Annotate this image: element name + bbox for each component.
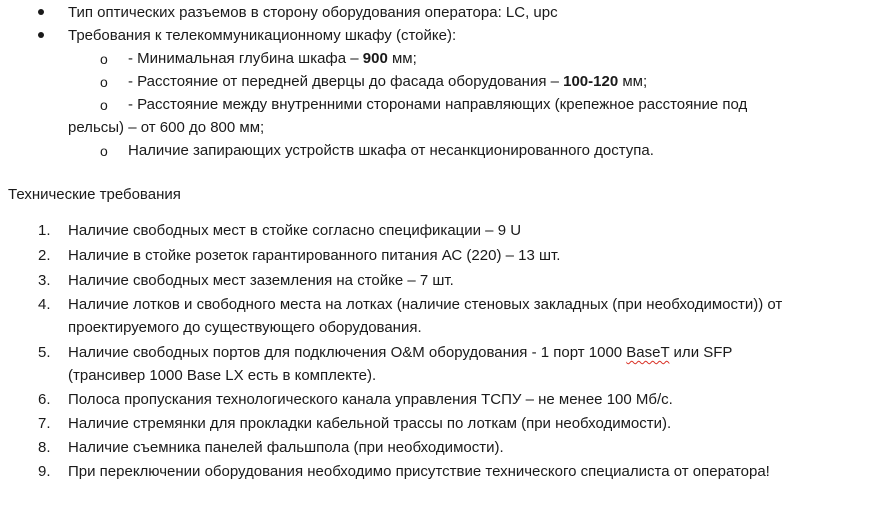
bullet-text: Требования к телекоммуникационному шкафу (стойке): xyxy=(68,27,457,44)
item-text: Наличие съемника панелей фальшпола (при необходимости). xyxy=(68,439,504,456)
circle-bullet-icon: o xyxy=(100,97,108,113)
item-number: 5. xyxy=(38,344,51,361)
item-number: 8. xyxy=(38,439,51,456)
item-text: При переключении оборудования необходимо присутствие технического специалиста от оператора! xyxy=(68,463,770,480)
bullet-icon xyxy=(38,25,44,47)
item-number: 9. xyxy=(38,463,51,480)
bullet-icon xyxy=(38,2,44,24)
item-text: Наличие стремянки для прокладки кабельной трассы по лоткам (при необходимости). xyxy=(68,415,672,432)
item-text: Наличие свободных портов для подключения O&M оборудования - 1 порт 1000 BaseT или SFP xyxy=(68,344,733,361)
item-number: 2. xyxy=(38,247,51,264)
item-number: 6. xyxy=(38,391,51,408)
sub-item-text: рельсы) – от 600 до 800 мм; xyxy=(68,119,265,136)
circle-bullet-icon: o xyxy=(100,143,108,159)
bullet-text: Тип оптических разъемов в сторону оборудования оператора: LC, upc xyxy=(68,4,558,21)
item-number: 1. xyxy=(38,222,51,239)
sub-item-text: - Минимальная глубина шкафа – 900 мм; xyxy=(128,50,417,67)
sub-item-text: - Расстояние от передней дверцы до фасада оборудования – 100-120 мм; xyxy=(128,73,648,90)
spellcheck-underlined-word: BaseT xyxy=(626,344,670,361)
sub-item-text: Наличие запирающих устройств шкафа от несанкционированного доступа. xyxy=(128,142,654,159)
item-number: 3. xyxy=(38,272,51,289)
item-text: Наличие лотков и свободного места на лотках (наличие стеновых закладных (при необходимости)) от xyxy=(68,296,783,313)
item-text: Наличие свободных мест в стойке согласно спецификации – 9 U xyxy=(68,222,522,239)
item-text: Наличие в стойке розеток гарантированного питания АС (220) – 13 шт. xyxy=(68,247,561,264)
item-text: проектируемого до существующего оборудования. xyxy=(68,319,422,336)
item-number: 7. xyxy=(38,415,51,432)
sub-item-text: - Расстояние между внутренними сторонами направляющих (крепежное расстояние под xyxy=(128,96,748,113)
item-text: (трансивер 1000 Base LX есть в комплекте). xyxy=(68,367,377,384)
circle-bullet-icon: o xyxy=(100,74,108,90)
item-number: 4. xyxy=(38,296,51,313)
document-page: Тип оптических разъемов в сторону оборудования оператора: LC, upc Требования к телекоммуникационному шкафу (стойке): o - Минимальная глубина шкафа – 900 мм; o - Расстояние от передней дверцы до фасада оборудования – 100-120 мм; o - Расстояние между внутренними сторонами направляющих (крепежное расстояние под рельсы) – от 600 до 800 мм; o Наличие запирающих устройств шкафа от несанкционированного доступа. Технические требования 1. Наличие свободных мест в стойке согласно спецификации – 9 U 2. Наличие в стойке розеток гарантированного питания АС (220) – 13 шт. 3. Наличие свободных мест заземления на стойке – 7 шт. 4. Наличие лотков и свободного места на лотках (наличие стеновых закладных (при необходимости)) от проектируемого до существующего оборудования. 5. Наличие свободных портов для подключения O&M оборудования - 1 порт 1000 BaseT или SFP (трансивер 1000 Base LX есть в комплекте). 6. Полоса пропускания технологического канала управления ТСПУ – не менее 100 Мб/с. 7. Наличие стремянки для прокладки кабельной трассы по лоткам (при необходимости). 8. Наличие съемника панелей фальшпола (при необходимости). 9. При переключении оборудования необходимо присутствие технического специалиста от оператора! xyxy=(0,0,882,510)
item-text: Полоса пропускания технологического канала управления ТСПУ – не менее 100 Мб/с. xyxy=(68,391,673,408)
item-text: Наличие свободных мест заземления на стойке – 7 шт. xyxy=(68,272,454,289)
circle-bullet-icon: o xyxy=(100,51,108,67)
